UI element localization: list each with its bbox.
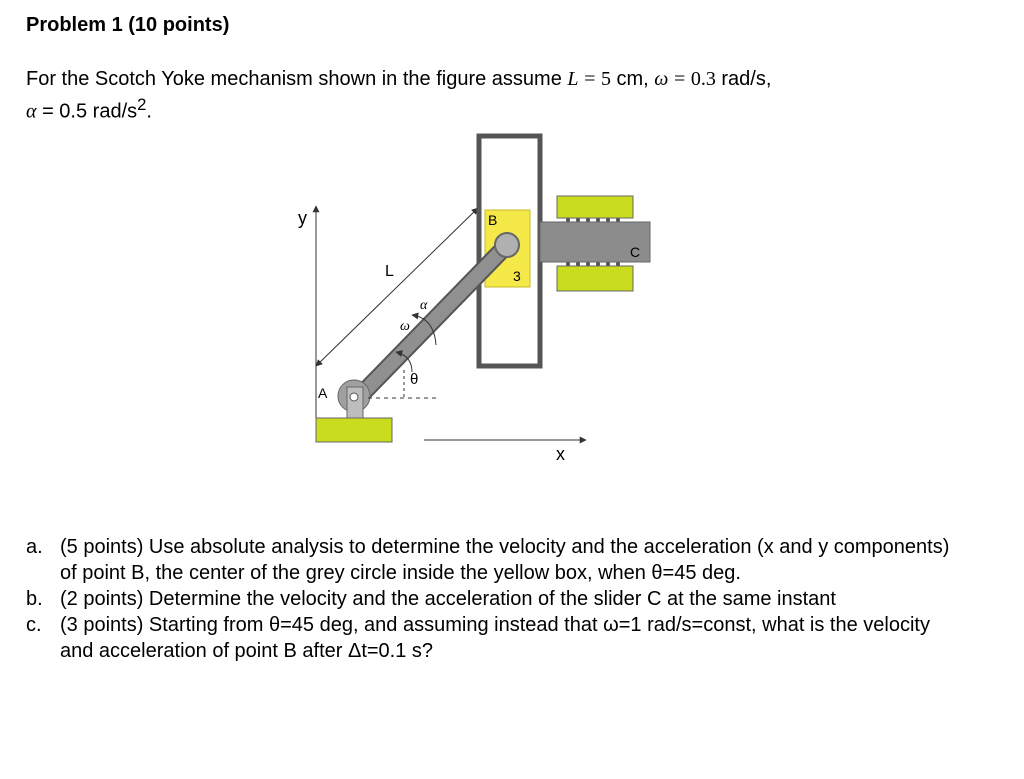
- question-list: [26, 534, 966, 664]
- pivot-a-pin: [350, 393, 358, 401]
- unit-omega: rad/s,: [721, 68, 772, 90]
- equals-sign: =: [584, 68, 596, 90]
- guide-bottom: [557, 266, 633, 291]
- link-3-label: 3: [513, 268, 521, 284]
- question-b-label: b.: [26, 588, 43, 610]
- length-label: L: [385, 263, 394, 280]
- question-a: [26, 534, 966, 586]
- alpha-exponent: 2: [137, 95, 147, 114]
- value-L: 5: [600, 68, 611, 90]
- question-b: [26, 586, 966, 612]
- question-c-label: c.: [26, 614, 42, 636]
- alpha-label: α: [420, 298, 428, 313]
- point-c-label: C: [630, 244, 641, 260]
- x-axis-label: x: [556, 444, 565, 464]
- symbol-omega: ω: [654, 68, 669, 90]
- pin-b: [495, 233, 519, 257]
- question-c-text: (3 points) Starting from θ=45 deg, and assuming instead that ω=1 rad/s=const, what is the velocity and acceleration of point B after Δt=0.1 s?: [60, 614, 930, 662]
- theta-label: θ: [410, 371, 419, 388]
- question-c: [26, 612, 966, 664]
- pivot-a-block: [347, 387, 363, 419]
- problem-title: Problem 1 (10 points): [26, 14, 230, 36]
- alpha-end: .: [146, 100, 152, 123]
- question-a-label: a.: [26, 536, 43, 558]
- ground-block: [316, 418, 392, 442]
- alpha-value: = 0.5 rad/s: [42, 100, 138, 123]
- omega-label: ω: [400, 319, 410, 334]
- guide-rollers-bottom: [566, 262, 620, 266]
- unit-L: cm,: [616, 68, 649, 90]
- equals-sign-2: =: [673, 68, 686, 90]
- value-omega: 0.3: [690, 68, 716, 90]
- symbol-L: L: [567, 68, 579, 90]
- intro-lead: For the Scotch Yoke mechanism shown in the figure assume: [26, 68, 562, 90]
- point-b-label: B: [488, 212, 498, 228]
- question-b-text: (2 points) Determine the velocity and the acceleration of the slider C at the same instant: [60, 588, 836, 610]
- guide-rollers-top: [566, 218, 620, 222]
- guide-top: [557, 196, 633, 218]
- y-axis-label: y: [298, 208, 307, 228]
- point-a-label: A: [318, 385, 328, 401]
- question-a-text: (5 points) Use absolute analysis to determine the velocity and the acceleration (x and y components) of point B, the center of the grey circle inside the yellow box, when θ=45 deg.: [60, 536, 950, 584]
- symbol-alpha: α: [26, 100, 37, 123]
